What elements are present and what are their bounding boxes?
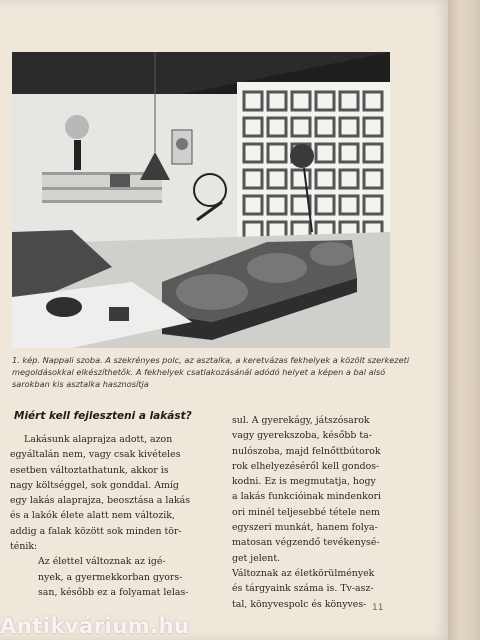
caption-line: sarokban kis asztalka hasznosítja (12, 379, 149, 389)
text-line: san, később ez a folyamat lelas- (38, 586, 189, 598)
article-column-right (232, 413, 392, 612)
text-line: ori minél teljesebbé tétele nem (232, 506, 380, 518)
text-line: get jelent. (232, 552, 281, 564)
text-line: és tárgyaink száma is. Tv-asz- (232, 583, 374, 595)
text-line: egyáltalán nem, vagy csak kivételes (10, 449, 181, 461)
text-line: Változnak az életkörülmények (232, 567, 375, 579)
text-line: nyek, a gyermekkorban gyors- (38, 571, 183, 583)
article-heading: Miért kell fejleszteni a lakást? (14, 410, 192, 422)
article-column-left (10, 432, 192, 600)
text-line: egy lakás alaprajza, beosztása a lakás (10, 495, 191, 507)
text-line: tal, könyvespolc és könyves- (232, 598, 367, 610)
watermark: Antikvárium.hu (0, 614, 190, 638)
text-line: ténik: (10, 541, 38, 553)
text-line: vagy gyerekszoba, később ta- (232, 430, 372, 442)
text-line: és a lakók élete alatt nem változik, (10, 510, 175, 522)
text-line: addig a falak között sok minden tör- (10, 525, 182, 537)
text-line: esetben változtathatunk, akkor is (10, 464, 169, 476)
text-line: a lakás funkcióinak mindenkori (232, 491, 381, 503)
caption-line: megoldásokkal elkészíthetők. A fekhelyek csatlakozásánál adódó helyet a képen a bal alsó (12, 367, 386, 377)
text-line: nagy költséggel, sok gonddal. Amíg (10, 479, 179, 491)
text-line: matosan végzendő tevékenysé- (232, 537, 380, 549)
text-line: Az élettel változnak az igé- (38, 556, 166, 568)
text-line: nulószoba, majd felnőttbútorok (232, 445, 381, 457)
living-room-photo (12, 52, 390, 348)
text-line: Lakásunk alaprajza adott, azon (24, 434, 173, 445)
text-line: kodni. Ez is megmutatja, hogy (232, 476, 376, 488)
text-line: rok elhelyezéséről kell gondos- (232, 460, 380, 472)
page-number: 11 (372, 603, 384, 613)
photo-caption (12, 354, 410, 390)
page-stack-edge (448, 0, 480, 640)
caption-line: 1. kép. Nappali szoba. A szekrényes polc, az asztalka, a keretvázas fekhelyek a közölt szerkezeti (12, 355, 410, 365)
text-line: egyszeri munkát, hanem folya- (232, 522, 378, 534)
text-line: sul. A gyerekágy, játszósarok (232, 415, 370, 426)
